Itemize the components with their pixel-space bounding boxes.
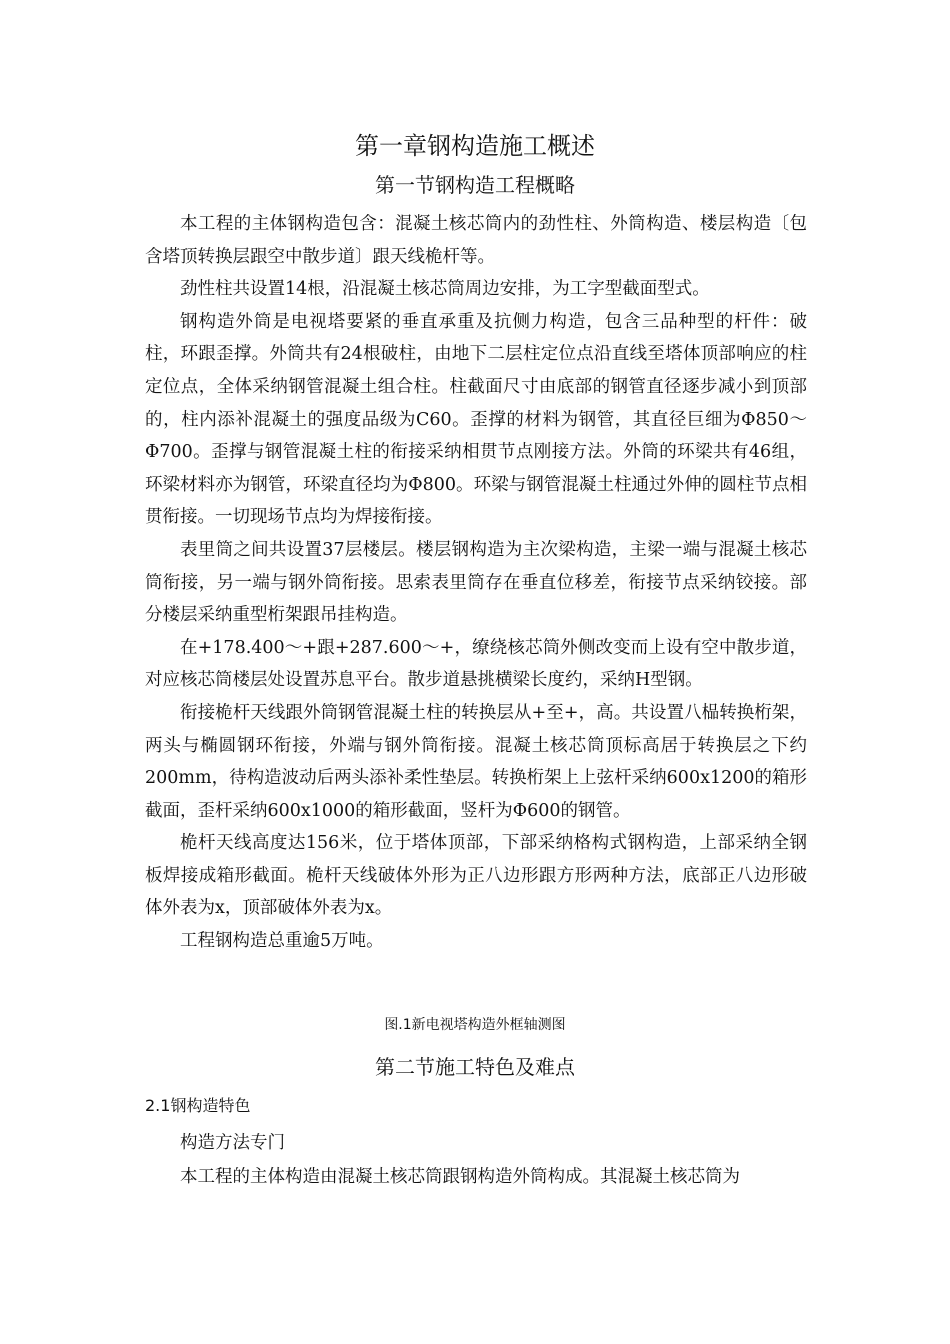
paragraph: 劲性柱共设置14根，沿混凝土核芯筒周边安排，为工字型截面型式。: [180, 279, 710, 300]
paragraph: 桅杆天线高度达156米，位于塔体顶部，下部采纳格构式钢构造，上部采纳全钢板焊接成箱形截面。桅杆天线破体外形为正八边形跟方形两种方法，底部正八边形破体外表为x，顶部破体外表为x。: [145, 833, 807, 919]
section-2-body: [145, 1126, 807, 1194]
chapter-title: 第一章钢构造施工概述: [355, 132, 595, 160]
paragraph: 工程钢构造总重逾5万吨。: [180, 931, 384, 952]
section-title-2: 第二节施工特色及难点: [375, 1055, 575, 1079]
section-1-body: [145, 208, 807, 958]
paragraph: 本工程的主体钢构造包含：混凝土核芯筒内的劲性柱、外筒构造、楼层构造〔包含塔顶转换层跟空中散步道〕跟天线桅杆等。: [145, 214, 807, 267]
paragraph: 衔接桅杆天线跟外筒钢管混凝土柱的转换层从+至+，高。共设置八榀转换桁架，两头与椭圆钢环衔接，外端与钢外筒衔接。混凝土核芯筒顶标高居于转换层之下约200mm，待构造波动后两头添补柔性垫层。转换桁架上上弦杆采纳600x1200的箱形截面，歪杆采纳600x1000的箱形截面，竖杆为Φ600的钢管。: [145, 702, 807, 821]
paragraph: 钢构造外筒是电视塔要紧的垂直承重及抗侧力构造，包含三品种型的杆件：破柱，环跟歪撑。外筒共有24根破柱，由地下二层柱定位点沿直线至塔体顶部响应的柱定位点，全体采纳钢管混凝土组合柱。柱截面尺寸由底部的钢管直径逐步减小到顶部的，柱内添补混凝土的强度品级为C60。歪撑的材料为钢管，其直径巨细为Φ850～Φ700。歪撑与钢管混凝土柱的衔接采纳相贯节点刚接方法。外筒的环梁共有46组，环梁材料亦为钢管，环梁直径均为Φ800。环梁与钢管混凝土柱通过外伸的圆柱节点相贯衔接。一切现场节点均为焊接衔接。: [145, 311, 807, 528]
figure-caption: 图.1新电视塔构造外框轴测图: [384, 1017, 566, 1033]
paragraph: 表里筒之间共设置37层楼层。楼层钢构造为主次梁构造，主梁一端与混凝土核芯筒衔接，另一端与钢外筒衔接。思索表里筒存在垂直位移差，衔接节点采纳铰接。部分楼层采纳重型桁架跟吊挂构造。: [145, 539, 807, 626]
paragraph: 在+178.400～+跟+287.600～+，缭绕核芯筒外侧改变而上设有空中散步道，对应核芯筒楼层处设置苏息平台。散步道悬挑横梁长度约，采纳H型钢。: [145, 637, 807, 691]
subsection-heading: 2.1钢构造特色: [145, 1096, 251, 1115]
subsection-item: 构造方法专门: [180, 1133, 285, 1153]
paragraph: 本工程的主体构造由混凝土核芯筒跟钢构造外筒构成。其混凝土核芯筒为: [180, 1167, 740, 1187]
section-title-1: 第一节钢构造工程概略: [375, 173, 575, 197]
